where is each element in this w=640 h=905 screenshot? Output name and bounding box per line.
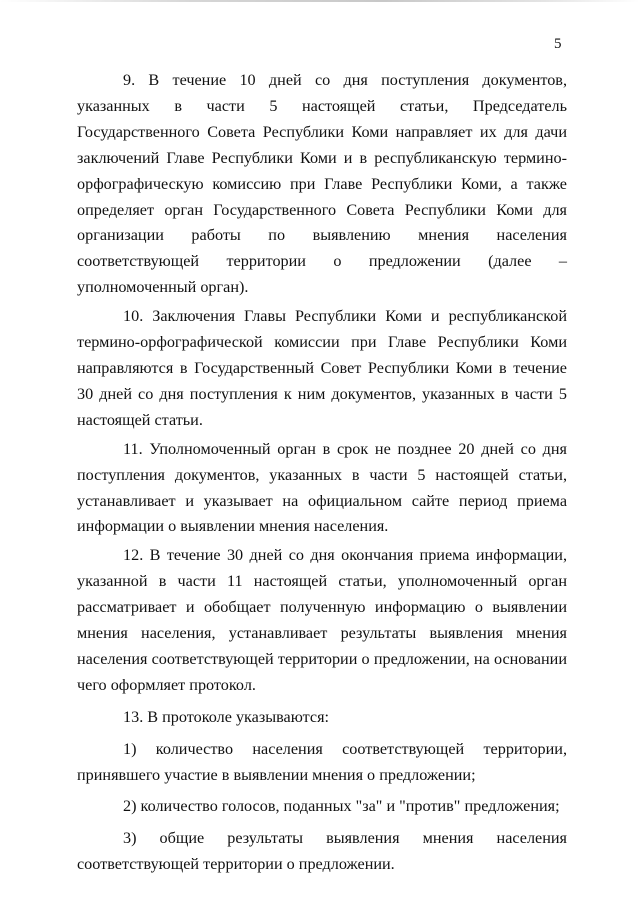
paragraph-12: 12. В течение 30 дней со дня окончания приема информации, указанной в части 11 настоящей статьи, уполномоченный орган рассматривает и обобщает полученную информацию о выявлении мнения населения, устанавливает результаты выявления мнения населения соответствующей территории о предложении, на основании чего оформляет протокол. — [77, 546, 567, 694]
scan-edge-line — [0, 0, 640, 2]
list-item-13-3: 3) общие результаты выявления мнения населения соответствующей территории о предложении. — [77, 829, 567, 874]
page-number: 5 — [554, 36, 562, 52]
paragraph-10: 10. Заключения Главы Республики Коми и республиканской термино-орфографической комиссии при Главе Республики Коми направляются в Государственный Совет Республики Коми в течение 30 дней со дня поступления к ним документов, указанных в части 5 настоящей статьи. — [77, 307, 567, 429]
list-item-13-1: 1) количество населения соответствующей территории, принявшего участие в выявлении мнения о предложении; — [77, 739, 567, 784]
paragraph-9: 9. В течение 10 дней со дня поступления документов, указанных в части 5 настоящей статьи, Председатель Государственного Совета Республики Коми направляет их для дачи заключений Главе Республики Коми и в республиканскую термино-орфографическую комиссию при Главе Республики Коми, а также определяет орган Государственного Совета Республики Коми для организации работы по выявлению мнения населения соответствующей территории о предложении (далее – уполномоченный орган). — [77, 71, 567, 297]
paragraph-11: 11. Уполномоченный орган в срок не позднее 20 дней со дня поступления документов, указанных в части 5 настоящей статьи, устанавливает и указывает на официальном сайте период приема информации о выявлении мнения населения. — [77, 439, 567, 536]
list-item-13-2: 2) количество голосов, поданных "за" и "против" предложения; — [123, 797, 560, 816]
paragraph-13: 13. В протоколе указываются: — [123, 707, 330, 726]
document-body — [77, 68, 567, 878]
